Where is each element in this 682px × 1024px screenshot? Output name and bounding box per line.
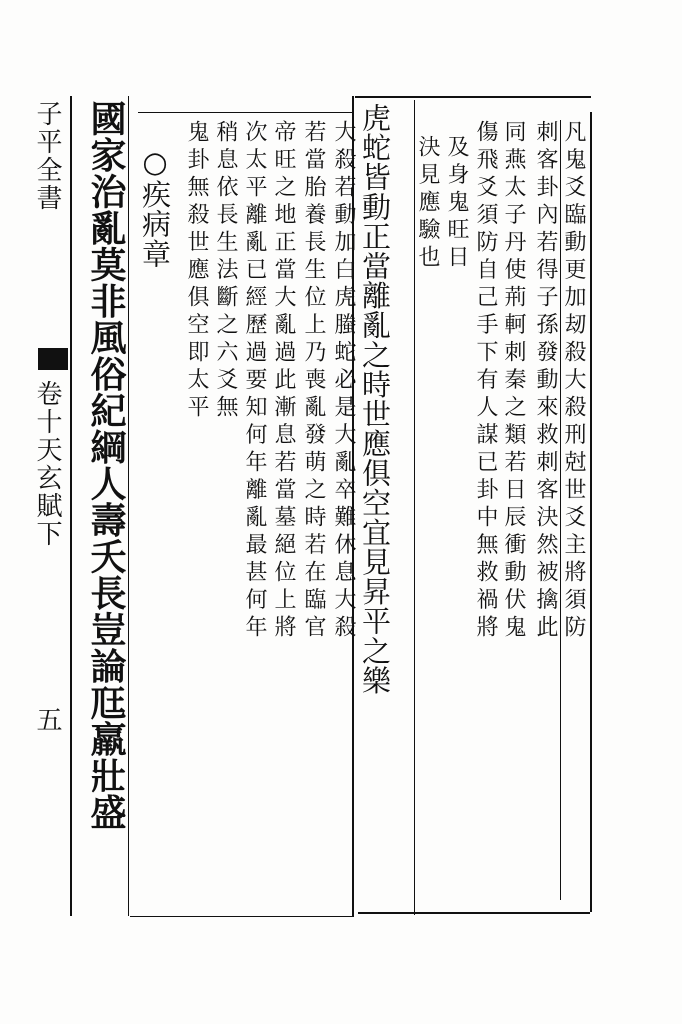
- column-divider: [128, 96, 129, 916]
- chapter-heading: ○疾病章: [138, 145, 172, 269]
- commentary-column: 及身鬼旺日: [444, 135, 469, 273]
- top-border: [355, 96, 591, 98]
- main-text-column: 國家治亂莫非風俗紀綱人壽夭長豈論尫羸壯盛: [85, 100, 127, 830]
- commentary-column: 大殺若動加白虎螣蛇必是大亂卒難休息大殺: [331, 120, 356, 643]
- commentary-column: 決見應驗也: [415, 135, 440, 273]
- commentary-column: 傷飛爻須防自己手下有人謀已卦中無救禍將: [473, 120, 498, 643]
- right-border: [590, 112, 592, 912]
- page-number: 五: [32, 706, 62, 734]
- commentary-column: 帝旺之地正當大亂過此漸息若當墓絕位上將: [271, 120, 296, 643]
- fishtail-mark: [38, 348, 68, 370]
- commentary-column: 次太平離亂已經歷過要知何年離亂最甚何年: [242, 120, 267, 643]
- commentary-column: 凡鬼爻臨動更加刼殺大殺刑尅世爻主將須防: [561, 120, 586, 643]
- bottom-border: [358, 912, 590, 914]
- margin-border: [70, 96, 72, 916]
- commentary-column: 鬼卦無殺世應俱空即太平: [184, 120, 209, 423]
- commentary-column: 若當胎養長生位上乃喪亂發萌之時若在臨官: [301, 120, 326, 643]
- commentary-column: 稍息依長生法斷之六爻無: [213, 120, 238, 423]
- book-title: 子平全書: [32, 100, 62, 212]
- main-text-column: 虎蛇皆動正當離亂之時世應俱空宜見昇平之樂: [358, 103, 392, 695]
- section-title: 卷十天玄賦下: [32, 380, 62, 548]
- commentary-column: 刺客卦內若得子孫發動來救刺客決然被擒此: [533, 120, 558, 643]
- commentary-column: 同燕太子丹使荊軻刺秦之類若日辰衝動伏鬼: [501, 120, 526, 643]
- inner-border: [130, 916, 354, 917]
- inner-border: [138, 112, 352, 113]
